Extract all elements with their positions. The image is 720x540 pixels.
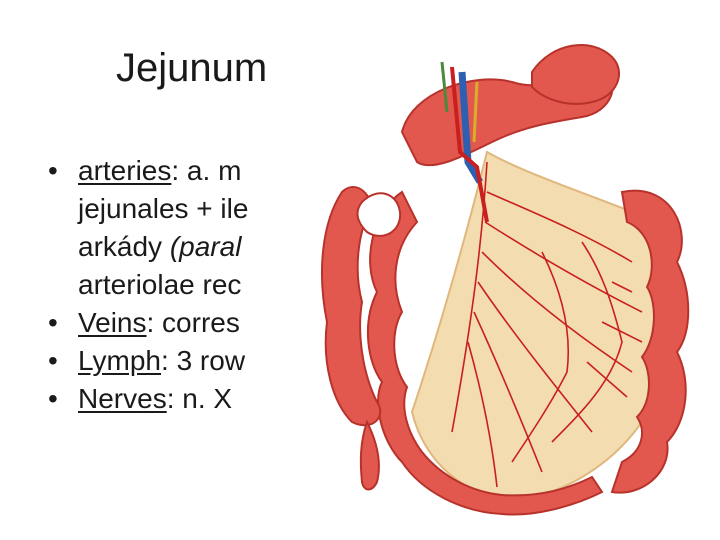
- bullet-rest-lymph: : 3 row: [161, 345, 246, 376]
- bullet-arteries: [48, 152, 288, 304]
- bullet-head-veins: Veins: [78, 307, 147, 338]
- bullet-head-arteries: arteries: [78, 155, 172, 186]
- slide-title: Jejunum: [116, 46, 268, 90]
- bullet-rest-veins: : corres: [146, 307, 240, 338]
- bullet-veins: [48, 304, 288, 342]
- bullet-line-arteriolae: arteriolae rec: [78, 269, 242, 300]
- bullet-head-lymph: Lymph: [78, 345, 162, 376]
- bullet-glyph: •: [48, 307, 58, 338]
- bullet-glyph: •: [48, 155, 58, 186]
- bullet-nerves: [48, 380, 288, 418]
- bullet-list: [48, 152, 288, 418]
- bullet-head-nerves: Nerves: [78, 383, 167, 414]
- bullet-line-jejunales: jejunales + ile: [78, 193, 249, 224]
- bullet-glyph: •: [48, 383, 58, 414]
- anatomy-illustration: [282, 22, 702, 527]
- bullet-glyph: •: [48, 345, 58, 376]
- bullet-rest-nerves: : n. X: [166, 383, 233, 414]
- bullet-rest-arteries: : a. m: [171, 155, 242, 186]
- bullet-italic-paral: (paral: [169, 231, 242, 262]
- bullet-lymph: [48, 342, 288, 380]
- bullet-line-arkady: arkády (paral: [78, 231, 242, 262]
